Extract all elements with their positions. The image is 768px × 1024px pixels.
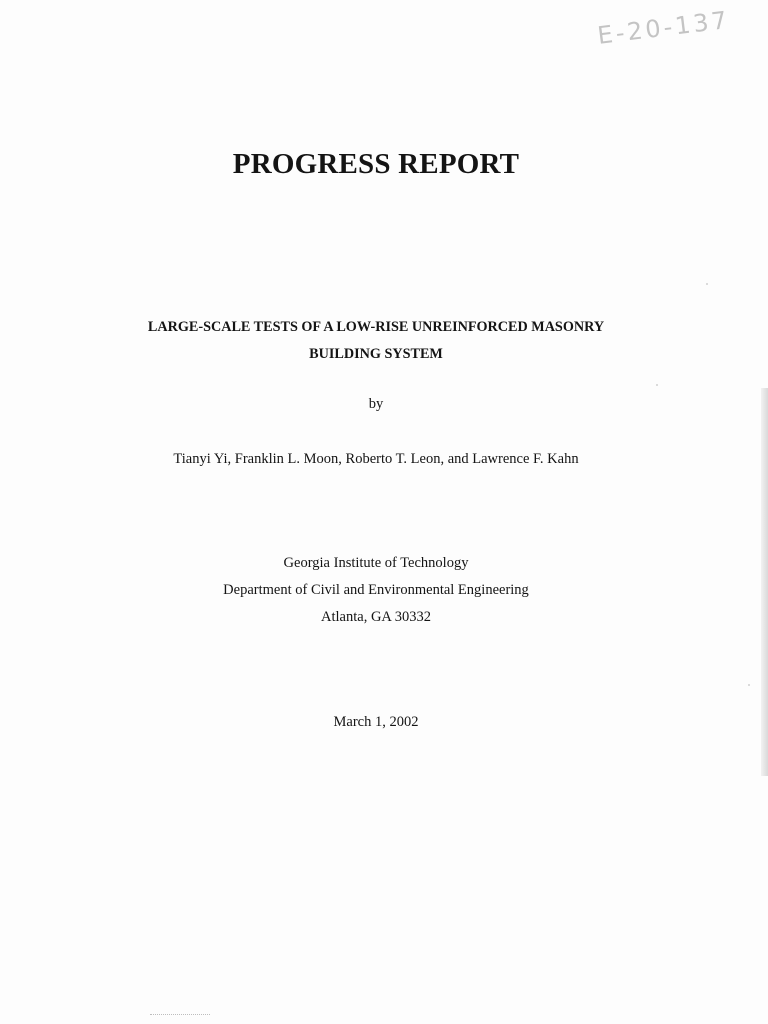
report-subtitle (0, 314, 752, 368)
scan-edge-shadow (761, 388, 768, 776)
city-address: Atlanta, GA 30332 (321, 609, 431, 625)
scan-speck (656, 384, 658, 386)
report-title: PROGRESS REPORT (232, 148, 520, 180)
department: Department of Civil and Environmental Engineering (223, 582, 529, 598)
handwritten-annotation: E-20-137 (596, 5, 732, 50)
scan-speck (748, 684, 750, 686)
subtitle-line-2: BUILDING SYSTEM (309, 346, 443, 362)
scan-mark (150, 1014, 210, 1019)
institution: Georgia Institute of Technology (283, 555, 469, 571)
authors: Tianyi Yi, Franklin L. Moon, Roberto T. Leon, and Lawrence F. Kahn (173, 451, 579, 467)
report-date: March 1, 2002 (333, 714, 419, 730)
by-label: by (368, 396, 384, 412)
subtitle-line-1: LARGE-SCALE TESTS OF A LOW-RISE UNREINFORCED MASONRY (147, 319, 605, 335)
scan-speck (706, 283, 708, 285)
